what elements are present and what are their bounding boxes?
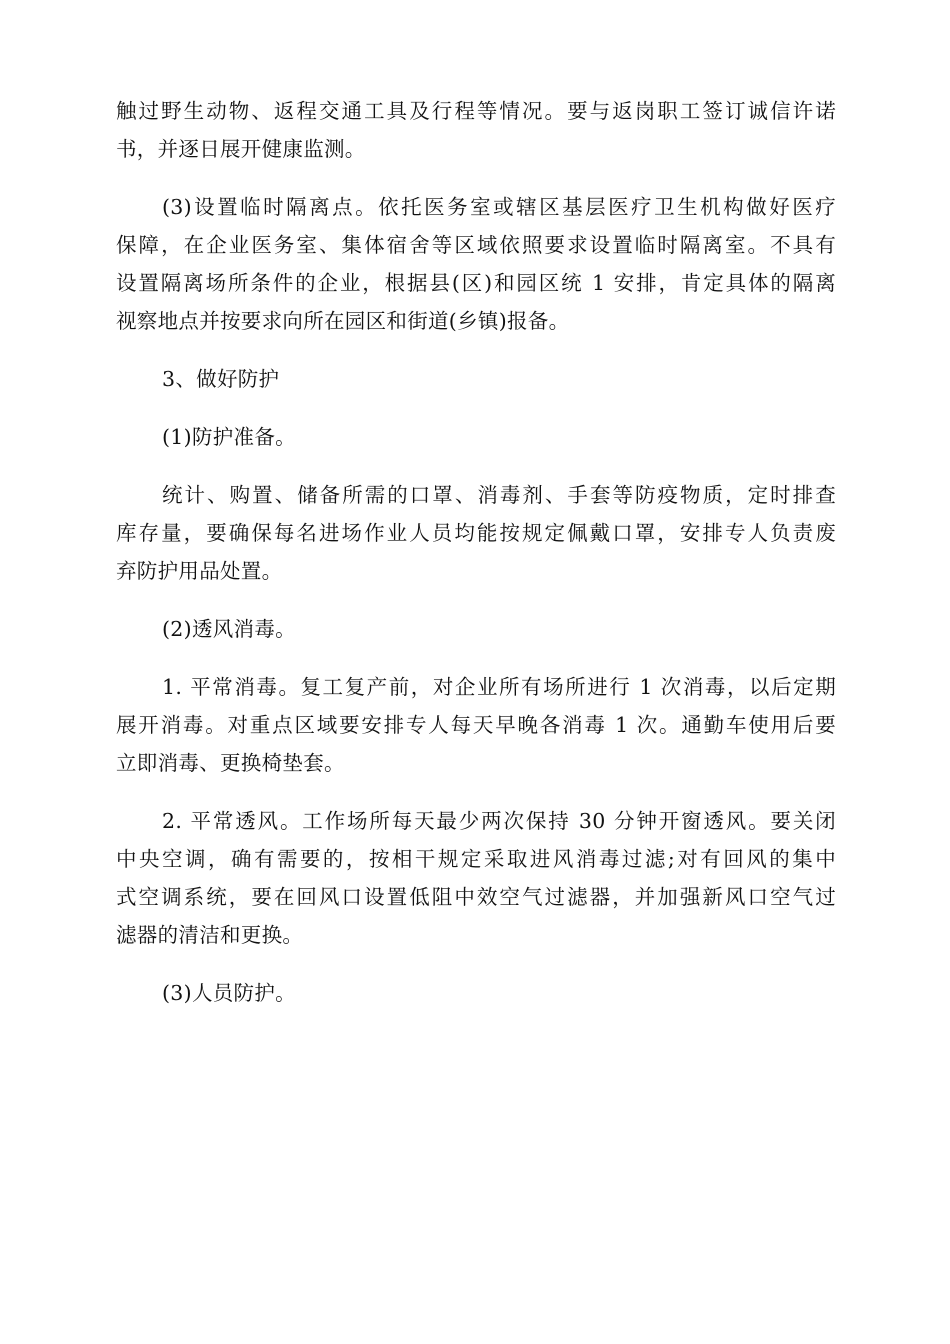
text-line: 2. 平常透风。工作场所每天最少两次保持 30 分钟开窗透风。要关闭 [162, 809, 836, 833]
text-line: 库存量，要确保每名进场作业人员均能按规定佩戴口罩，安排专人负责废 [116, 521, 836, 545]
paragraph-routine-ventilation [116, 802, 836, 954]
text-line: 保障，在企业医务室、集体宿舍等区域依照要求设置临时隔离室。不具有 [116, 233, 836, 257]
text-line: 书，并逐日展开健康监测。 [116, 137, 366, 161]
section-heading-protection [116, 360, 836, 398]
text-line: 3、做好防护 [162, 367, 280, 391]
subheading-ventilation-disinfection [116, 610, 836, 648]
text-line: 展开消毒。对重点区域要安排专人每天早晚各消毒 1 次。通勤车使用后要 [116, 713, 836, 737]
text-line: 中央空调，确有需要的，按相干规定采取进风消毒过滤;对有回风的集中 [116, 847, 836, 871]
text-line: 立即消毒、更换椅垫套。 [116, 751, 345, 775]
paragraph-supplies [116, 476, 836, 590]
paragraph-temporary-isolation [116, 188, 836, 340]
paragraph-health-monitoring [116, 92, 836, 168]
text-line: (3)设置临时隔离点。依托医务室或辖区基层医疗卫生机构做好医疗 [162, 195, 836, 219]
text-line: (1)防护准备。 [162, 425, 296, 449]
text-line: 滤器的清洁和更换。 [116, 923, 304, 947]
text-line: (3)人员防护。 [162, 981, 296, 1005]
text-line: 设置隔离场所条件的企业，根据县(区)和园区统 1 安排，肯定具体的隔离 [116, 271, 836, 295]
text-line: 式空调系统，要在回风口设置低阻中效空气过滤器，并加强新风口空气过 [116, 885, 836, 909]
subheading-protection-prep [116, 418, 836, 456]
subheading-personnel-protection [116, 974, 836, 1012]
document-body [116, 92, 836, 1032]
text-line: 触过野生动物、返程交通工具及行程等情况。要与返岗职工签订诚信许诺 [116, 99, 836, 123]
text-line: 统计、购置、储备所需的口罩、消毒剂、手套等防疫物质，定时排查 [162, 483, 836, 507]
paragraph-routine-disinfection [116, 668, 836, 782]
text-line: 1. 平常消毒。复工复产前，对企业所有场所进行 1 次消毒，以后定期 [162, 675, 836, 699]
text-line: 弃防护用品处置。 [116, 559, 283, 583]
text-line: 视察地点并按要求向所在园区和街道(乡镇)报备。 [116, 309, 570, 333]
text-line: (2)透风消毒。 [162, 617, 296, 641]
